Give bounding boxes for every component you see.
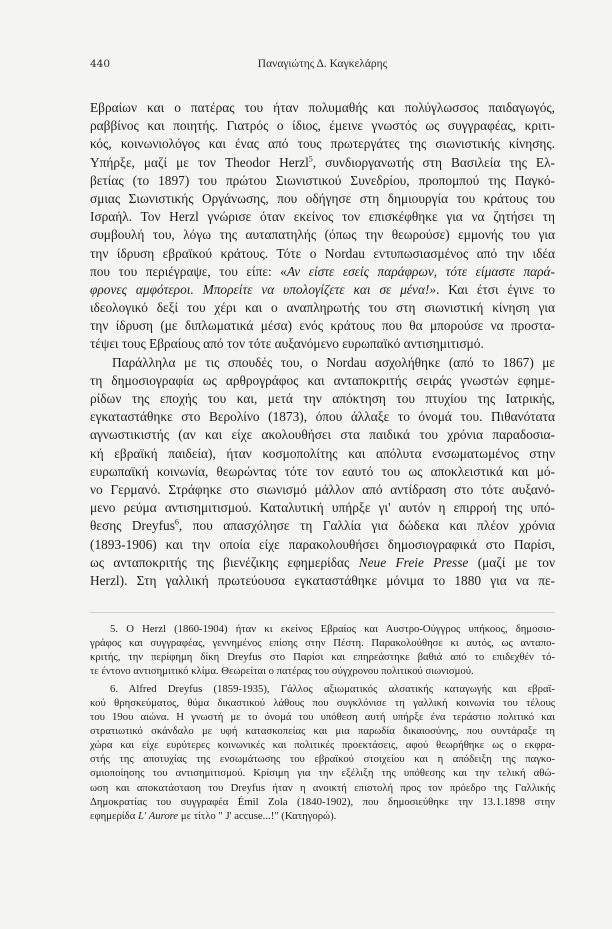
footnote-5-line: 5. O Herzl (1860-1904) ήταν κι εκείνος Εβραίος και Αυστρο-Ούγγρος υπήκοος, δημοσιο- <box>110 623 555 635</box>
text-line: την ίδρυση εβραϊκού κράτους. Τότε ο Nordau εντυπωσιασμένος από την ιδέα <box>90 245 555 261</box>
text-line: ευρωπαϊκή κοινωνία, θεωρώντας τότε τον εαυτό του ως αποκλειστικά και μό- <box>90 463 555 479</box>
text-fragment: . Και έτσι έγινε το <box>436 281 555 297</box>
text-fragment: , συνδιοργανωτής στη Βασιλεία της Ελ- <box>312 154 555 170</box>
text-line: κή εβραϊκή παιδεία), ήταν κοσμοπολίτης και απόλυτα ενσωματωμένος στην <box>90 445 555 461</box>
text-line: αγνωστικιστής (αν και είχε ακολουθήσει στα παιδικά του χρόνια παραδοσια- <box>90 427 555 443</box>
text-fragment: θεσης Dreyfus <box>90 518 175 534</box>
text-line: ραββίνος και ποιητής. Γιατρός ο ίδιος, έμεινε γνωστός ως συγγραφέας, κριτι- <box>90 118 555 134</box>
text-line: Ισραήλ. Τον Herzl γνώρισε όταν εκείνος τον επισκέφθηκε για να ζητήσει τη <box>90 209 555 225</box>
text-line <box>90 263 555 281</box>
text-line: την ίδρυση (με διπλωματικά μέσα) ενός κράτους που θα μπορούσε να προστα- <box>90 318 555 334</box>
text-line: ρίδων της εποχής του και, μετά την απόκτηση του πτυχίου της Ιατρικής, <box>90 391 555 406</box>
footnotes <box>90 622 555 823</box>
text-line <box>90 554 555 572</box>
footnote-ref-6[interactable]: 6 <box>174 517 179 527</box>
text-line: (1893-1906) και την οποία είχε παρακολουθήσει δημοσιογραφικά στο Παρίσι, <box>90 536 555 552</box>
text-line <box>90 281 555 299</box>
text-line: Herzl). Στη γαλλική πρωτεύουσα εγκαταστάθηκε μόνιμα το 1880 για να πε- <box>90 572 555 588</box>
footnote-6-line: 6. Alfred Dreyfus (1859-1935), Γάλλος αξιωματικός αλσατικής καταγωγής και εβραϊ- <box>110 682 555 695</box>
text-line <box>90 517 555 535</box>
text-line: νο Γερμανό. Στράφηκε στο σιωνισμό μάλλον από αντίδραση στο τότε αυξανό- <box>90 481 555 497</box>
text-fragment: που του περιέγραψε, του είπε: « <box>90 263 287 279</box>
text-line: εγκαταστάθηκε στο Βερολίνο (1873), όπου άλλαξε το όνομά του. Πιθανότατα <box>90 409 555 425</box>
text-line: Παράλληλα με τις σπουδές του, ο Nordau ασχολήθηκε (από το 1867) με <box>112 354 555 370</box>
text-fragment: εφημερίδα <box>90 809 138 822</box>
text-line: τέψει τους Εβραίους από τον τότε αυξανόμενο ευρωπαϊκό αντισημιτισμό. <box>90 336 484 352</box>
footnote-6-line: χώρα και είχε ευρύτερες κοινωνικές και πολιτικές προεκτάσεις, αφού θεωρήθηκε ως ο εκφρα- <box>90 739 555 752</box>
footnote-5-line: γράφος και συγγραφέας, γεννημένος επίσης στην Πέστη. Παρακολούθησε κι αυτός, ως ανταπο- <box>90 637 555 650</box>
footnote-ref-5[interactable]: 5 <box>308 154 313 164</box>
newspaper-title: Neue Freie Presse <box>358 554 469 570</box>
running-title: Παναγιώτης Δ. Καγκελάρης <box>257 58 388 70</box>
text-fragment: , που απασχόλησε τη Γαλλία για δώδεκα και πλέον χρόνια <box>178 518 555 534</box>
text-line: συμβουλή του, λόγω της αυταπατηλής (όπως την θεωρούσε) εμμονής του για <box>90 227 555 243</box>
footnote-5-line: τε έντονο αντισημιτικό κλίμα. Θεωρείται ο πατέρας του σύγχρονου πολιτικού σιωνισμού. <box>90 665 474 678</box>
text-line <box>90 154 555 172</box>
text-fragment: ως ανταποκριτής της βιενέζικης εφημερίδας <box>90 554 359 570</box>
footnote-5-line: κριτής, την περίφημη δίκη Dreyfus στο Παρίσι και επηρεάστηκε βαθιά από το επιδεχθέν τό- <box>90 651 555 664</box>
text-line: σμιας Σιωνιστικής Οργάνωσης, που οδήγησε στη δημιουργία του κράτους του <box>90 190 555 206</box>
footnote-6-line <box>90 809 555 823</box>
text-line: κός, κοινωνιολόγος και ένας από τους πρωτεργάτες της σιωνιστικής κίνησης. <box>90 136 555 152</box>
quote-italic: φρονες αμφότεροι. Μπορείτε να υπολογίζετε και σε μένα!» <box>90 281 437 297</box>
footnote-6-line: του 19ου αιώνα. Η γνωστή με το όνομά του υπόθεση αυτή υπήρξε ένα τεράστιο πολιτικό και <box>90 710 555 723</box>
footnote-6-line: σμιοποίησης του αντισημιτισμού. Κρίσιμη για την εξέλιξη της υπόθεσης και την τελική αθώ- <box>90 767 555 780</box>
footnote-6-line: κού θρησκεύματος, θύμα δικαστικού λάθους που συγκλόνισε τη γαλλική κοινωνία του τέλους <box>90 696 555 709</box>
text-line: ιδεολογικό δεξί του χέρι και ο αναπληρωτής του στη σιωνιστική κίνηση για <box>90 300 555 316</box>
text-fragment: με τίτλο " J' accuse...!" (Κατηγορώ). <box>178 809 337 822</box>
footnote-6-line: Δημοκρατίας του συγγραφέα Émil Zola (1840-1902), που δημοσιεύθηκε την 13.1.1898 στην <box>90 795 555 808</box>
footnote-6-line: στρατιωτικό σκάνδαλο με υφή κατασκοπείας και μια παρωδία δικαιοσύνης, που συντάραξε τη <box>90 724 555 737</box>
footnote-divider <box>90 612 555 613</box>
text-line: Εβραίων και ο πατέρας του ήταν πολυμαθής και πολύγλωσσος παιδαγωγός, <box>90 100 555 115</box>
footnote-6-line: ωση και αποκατάσταση του Dreyfus ήταν η ανοικτή επιστολή προς τον πρόεδρο της Γαλλικής <box>90 781 555 794</box>
text-line: μενο ρεύμα αντισημιτισμού. Καταλυτική υπήρξε γι' αυτόν η επιρροή της υπό- <box>90 500 555 516</box>
text-line: βετίας (το 1897) του πρώτου Σιωνιστικού Συνεδρίου, προπομπού της Παγκό- <box>90 172 555 188</box>
page-number: 440 <box>90 58 111 70</box>
quote-italic: Αν είστε εσείς παράφρων, τότε είμαστε παρά- <box>286 263 555 279</box>
text-line: τη δημοσιογραφία ως αρθρογράφος και ανταποκριτής σειράς γνωστών εφημε- <box>90 372 555 388</box>
newspaper-title: L' Aurore <box>137 809 179 822</box>
text-fragment: (μαζί με τον <box>468 554 555 570</box>
main-text <box>90 99 555 590</box>
text-fragment: Υπήρξε, μαζί με τον Theodor Herzl <box>90 154 309 170</box>
footnote-6-line: στής της αποτυχίας της ενσωμάτωσης του εβραϊκού στοιχείου και η απόδειξη της παγκο- <box>90 753 555 766</box>
